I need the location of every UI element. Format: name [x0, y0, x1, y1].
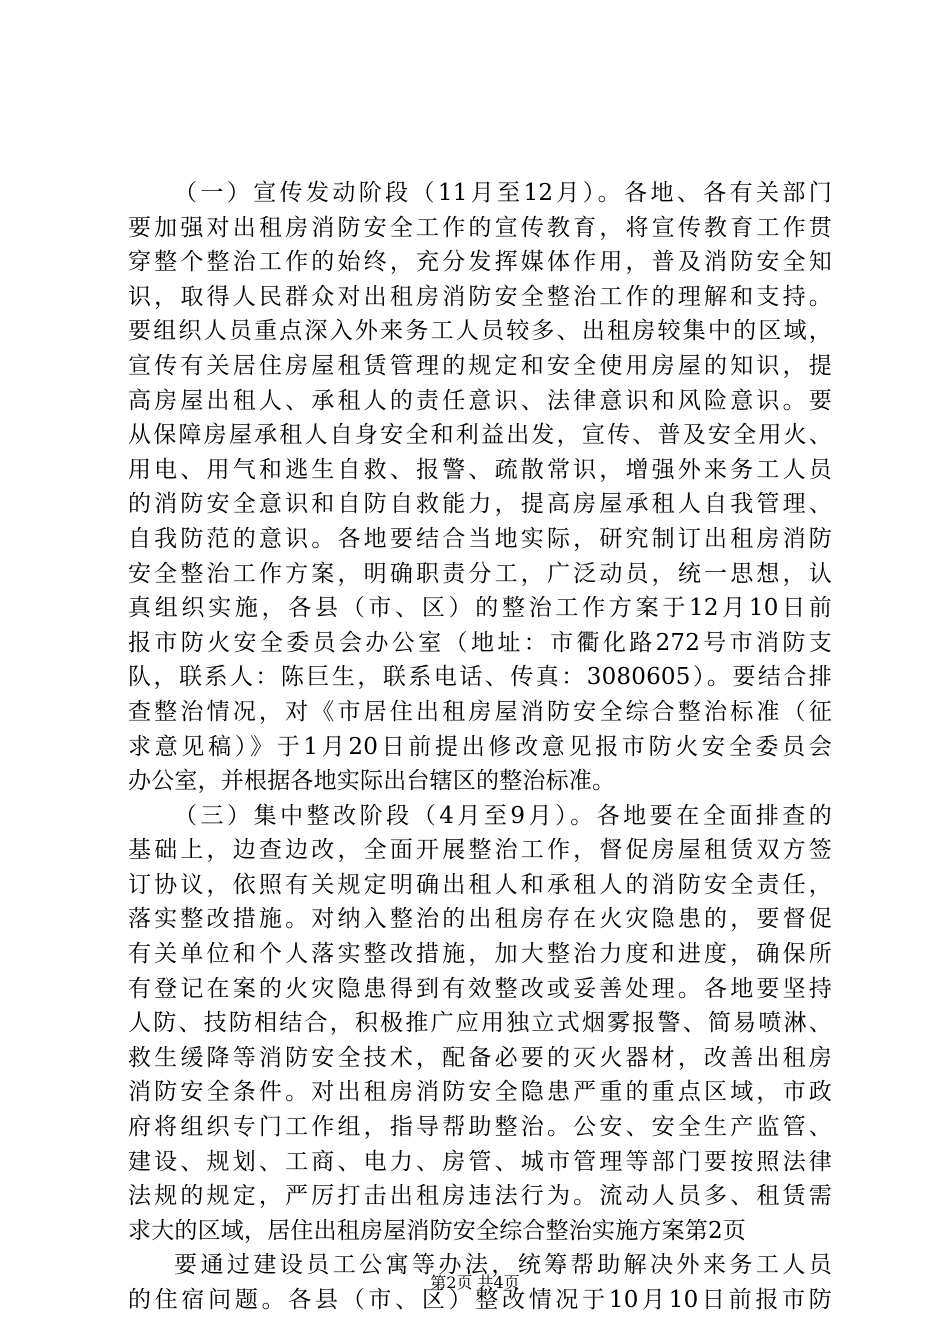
- paragraph-1-line: 的消防安全意识和自防自救能力，提高房屋承租人自我管理、: [128, 491, 832, 518]
- paragraph-1-line: 报市防火安全委员会办公室（地址：市衢化路272号市消防支: [128, 629, 832, 656]
- paragraph-2-line: 消防安全条件。对出租房消防安全隐患严重的重点区域，市政: [128, 1079, 832, 1106]
- paragraph-1-line: 求意见稿）》于1月20日前提出修改意见报市防火安全委员会: [128, 733, 832, 760]
- paragraph-1-line: 从保障房屋承租人自身安全和利益出发，宣传、普及安全用火、: [128, 422, 832, 449]
- paragraph-1-line: 真组织实施，各县（市、区）的整治工作方案于12月10日前: [128, 595, 832, 622]
- paragraph-1-line: 查整治情况，对《市居住出租房屋消防安全综合整治标准（征: [128, 698, 832, 725]
- paragraph-1-line: 穿整个整治工作的始终，充分发挥媒体作用，普及消防安全知: [128, 249, 832, 276]
- paragraph-1-line: 高房屋出租人、承租人的责任意识、法律意识和风险意识。要: [128, 387, 832, 414]
- paragraph-1-line: 安全整治工作方案，明确职责分工，广泛动员，统一思想，认: [128, 560, 832, 587]
- paragraph-1-line: 办公室，并根据各地实际出台辖区的整治标准。: [128, 768, 616, 795]
- paragraph-2-line: 救生缓降等消防安全技术，配备必要的灭火器材，改善出租房: [128, 1044, 832, 1071]
- paragraph-1-line: 队，联系人：陈巨生，联系电话、传真：3080605）。要结合排: [128, 664, 832, 691]
- paragraph-2-line: 落实整改措施。对纳入整治的出租房存在火灾隐患的，要督促: [128, 906, 832, 933]
- paragraph-1-line: 要组织人员重点深入外来务工人员较多、出租房较集中的区域，: [128, 318, 832, 345]
- paragraph-3-line: 的住宿问题。各县（市、区）整改情况于10月10日前报市防: [128, 1287, 832, 1313]
- body-text: [128, 176, 832, 1318]
- paragraph-1-line: 自我防范的意识。各地要结合当地实际，研究制订出租房消防: [128, 525, 832, 552]
- paragraph-2-line: 建设、规划、工商、电力、房管、城市管理等部门要按照法律: [128, 1148, 832, 1175]
- paragraph-1-line: 识，取得人民群众对出租房消防安全整治工作的理解和支持。: [128, 283, 832, 310]
- paragraph-1-line: 用电、用气和逃生自救、报警、疏散常识，增强外来务工人员: [128, 456, 832, 483]
- paragraph-3-line: 要通过建设员工公寓等办法，统筹帮助解决外来务工人员: [174, 1252, 832, 1279]
- paragraph-2-line: 有关单位和个人落实整改措施，加大整治力度和进度，确保所: [128, 941, 832, 968]
- paragraph-1-line: 宣传有关居住房屋租赁管理的规定和安全使用房屋的知识，提: [128, 352, 832, 379]
- paragraph-2-line: 求大的区域，居住出租房屋消防安全综合整治实施方案第2页: [128, 1217, 747, 1244]
- paragraph-1-line: （一）宣传发动阶段（11月至12月）。各地、各有关部门: [174, 180, 832, 206]
- paragraph-2-line: 人防、技防相结合，积极推广应用独立式烟雾报警、简易喷淋、: [128, 1010, 832, 1037]
- paragraph-2-line: 法规的规定，严厉打击出租房违法行为。流动人员多、租赁需: [128, 1183, 832, 1210]
- paragraph-2-line: 订协议，依照有关规定明确出租人和承租人的消防安全责任，: [128, 871, 832, 898]
- paragraph-2-line: 基础上，边查边改，全面开展整治工作，督促房屋租赁双方签: [128, 837, 832, 864]
- paragraph-2-line: 有登记在案的火灾隐患得到有效整改或妥善处理。各地要坚持: [128, 975, 832, 1002]
- page-number-footer: 第2页 共4页: [430, 1273, 520, 1292]
- paragraph-1-line: 要加强对出租房消防安全工作的宣传教育，将宣传教育工作贯: [128, 214, 832, 241]
- paragraph-2-line: 府将组织专门工作组，指导帮助整治。公安、安全生产监管、: [128, 1114, 832, 1141]
- paragraph-2-line: （三）集中整改阶段（4月至9月）。各地要在全面排查的: [174, 802, 832, 829]
